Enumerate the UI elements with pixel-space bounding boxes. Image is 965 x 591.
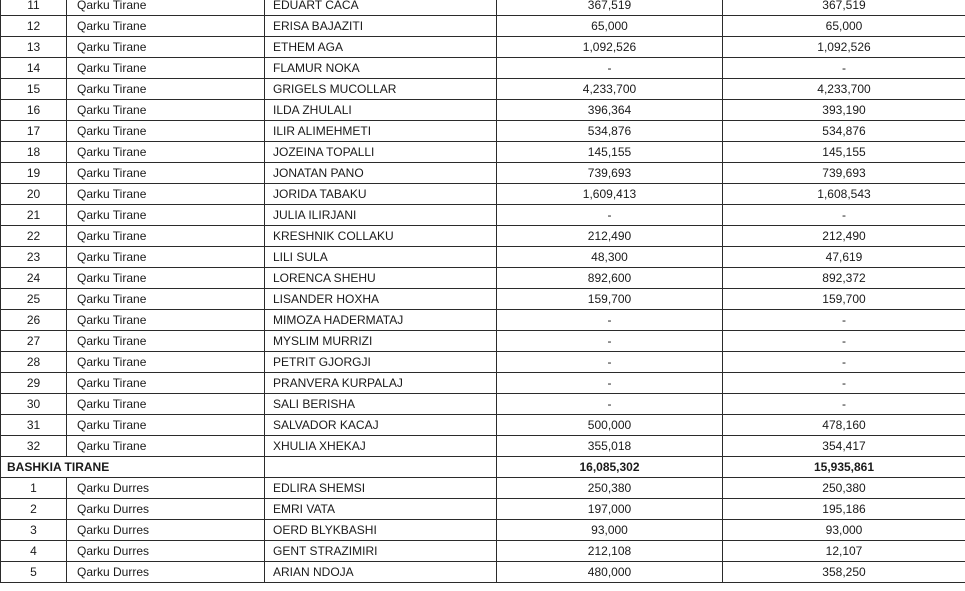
table-body-tirane — [1, 0, 965, 457]
county-cell: Qarku Tirane — [67, 184, 265, 205]
value-2-cell: 354,417 — [723, 436, 965, 457]
value-1-cell: 212,108 — [497, 541, 723, 562]
name-cell: XHULIA XHEKAJ — [265, 436, 497, 457]
name-cell: GRIGELS MUCOLLAR — [265, 79, 497, 100]
table-row — [1, 436, 965, 457]
value-1-cell: 159,700 — [497, 289, 723, 310]
county-cell: Qarku Tirane — [67, 16, 265, 37]
county-cell: Qarku Tirane — [67, 289, 265, 310]
row-number: 26 — [1, 310, 67, 331]
value-2-cell: 367,519 — [723, 0, 965, 16]
table-row — [1, 373, 965, 394]
name-cell: LORENCA SHEHU — [265, 268, 497, 289]
value-2-cell: 393,190 — [723, 100, 965, 121]
county-cell: Qarku Tirane — [67, 0, 265, 16]
value-2-cell: 1,092,526 — [723, 37, 965, 58]
name-cell: PETRIT GJORGJI — [265, 352, 497, 373]
value-2-cell: - — [723, 310, 965, 331]
table-row — [1, 331, 965, 352]
total-label: BASHKIA TIRANE — [1, 457, 265, 478]
value-1-cell: 396,364 — [497, 100, 723, 121]
value-2-cell: 212,490 — [723, 226, 965, 247]
county-cell: Qarku Tirane — [67, 415, 265, 436]
county-cell: Qarku Tirane — [67, 37, 265, 58]
row-number: 4 — [1, 541, 67, 562]
table-row — [1, 499, 965, 520]
row-number: 5 — [1, 562, 67, 583]
total-value-1: 16,085,302 — [497, 457, 723, 478]
name-cell: LILI SULA — [265, 247, 497, 268]
value-1-cell: 197,000 — [497, 499, 723, 520]
value-2-cell: - — [723, 373, 965, 394]
value-1-cell: 145,155 — [497, 142, 723, 163]
county-cell: Qarku Tirane — [67, 163, 265, 184]
table-row — [1, 79, 965, 100]
value-2-cell: 250,380 — [723, 478, 965, 499]
name-cell: SALVADOR KACAJ — [265, 415, 497, 436]
value-2-cell: - — [723, 352, 965, 373]
value-1-cell: 355,018 — [497, 436, 723, 457]
table-row — [1, 247, 965, 268]
value-2-cell: 1,608,543 — [723, 184, 965, 205]
name-cell: JONATAN PANO — [265, 163, 497, 184]
table-row — [1, 0, 965, 16]
row-number: 20 — [1, 184, 67, 205]
value-2-cell: 534,876 — [723, 121, 965, 142]
value-1-cell: - — [497, 394, 723, 415]
value-1-cell: 250,380 — [497, 478, 723, 499]
table-row — [1, 205, 965, 226]
value-1-cell: 4,233,700 — [497, 79, 723, 100]
name-cell: JOZEINA TOPALLI — [265, 142, 497, 163]
value-1-cell: 367,519 — [497, 0, 723, 16]
county-cell: Qarku Tirane — [67, 331, 265, 352]
county-cell: Qarku Durres — [67, 541, 265, 562]
table-row — [1, 142, 965, 163]
value-2-cell: 892,372 — [723, 268, 965, 289]
value-2-cell: 12,107 — [723, 541, 965, 562]
row-number: 3 — [1, 520, 67, 541]
value-1-cell: - — [497, 352, 723, 373]
row-number: 1 — [1, 478, 67, 499]
row-number: 17 — [1, 121, 67, 142]
row-number: 23 — [1, 247, 67, 268]
name-cell: EMRI VATA — [265, 499, 497, 520]
value-2-cell: 65,000 — [723, 16, 965, 37]
table-row — [1, 16, 965, 37]
name-cell: PRANVERA KURPALAJ — [265, 373, 497, 394]
table-row — [1, 478, 965, 499]
name-cell: ARIAN NDOJA — [265, 562, 497, 583]
value-1-cell: - — [497, 58, 723, 79]
row-number: 13 — [1, 37, 67, 58]
county-cell: Qarku Tirane — [67, 142, 265, 163]
table-body-total — [1, 457, 965, 478]
table-row — [1, 562, 965, 583]
value-2-cell: 478,160 — [723, 415, 965, 436]
value-2-cell: 4,233,700 — [723, 79, 965, 100]
value-2-cell: 195,186 — [723, 499, 965, 520]
table-row — [1, 163, 965, 184]
row-number: 30 — [1, 394, 67, 415]
row-number: 27 — [1, 331, 67, 352]
county-cell: Qarku Tirane — [67, 226, 265, 247]
table-body-durres — [1, 478, 965, 583]
row-number: 14 — [1, 58, 67, 79]
value-1-cell: - — [497, 373, 723, 394]
table-row — [1, 121, 965, 142]
county-cell: Qarku Tirane — [67, 436, 265, 457]
row-number: 28 — [1, 352, 67, 373]
row-number: 24 — [1, 268, 67, 289]
county-cell: Qarku Tirane — [67, 58, 265, 79]
value-1-cell: 534,876 — [497, 121, 723, 142]
county-cell: Qarku Tirane — [67, 247, 265, 268]
value-1-cell: - — [497, 205, 723, 226]
value-2-cell: 739,693 — [723, 163, 965, 184]
row-number: 12 — [1, 16, 67, 37]
value-1-cell: 48,300 — [497, 247, 723, 268]
value-2-cell: 47,619 — [723, 247, 965, 268]
value-1-cell: 212,490 — [497, 226, 723, 247]
name-cell: OERD BLYKBASHI — [265, 520, 497, 541]
table-row — [1, 268, 965, 289]
county-cell: Qarku Durres — [67, 562, 265, 583]
county-cell: Qarku Tirane — [67, 310, 265, 331]
value-2-cell: - — [723, 205, 965, 226]
value-1-cell: - — [497, 310, 723, 331]
row-number: 31 — [1, 415, 67, 436]
table-row — [1, 289, 965, 310]
row-number: 19 — [1, 163, 67, 184]
table-row — [1, 352, 965, 373]
value-1-cell: 93,000 — [497, 520, 723, 541]
county-cell: Qarku Tirane — [67, 394, 265, 415]
value-1-cell: 1,609,413 — [497, 184, 723, 205]
name-cell: MIMOZA HADERMATAJ — [265, 310, 497, 331]
name-cell: ETHEM AGA — [265, 37, 497, 58]
table-row — [1, 394, 965, 415]
county-cell: Qarku Durres — [67, 499, 265, 520]
table-row — [1, 58, 965, 79]
value-1-cell: 500,000 — [497, 415, 723, 436]
value-2-cell: 145,155 — [723, 142, 965, 163]
value-1-cell: 480,000 — [497, 562, 723, 583]
value-2-cell: 93,000 — [723, 520, 965, 541]
value-2-cell: - — [723, 58, 965, 79]
row-number: 2 — [1, 499, 67, 520]
table-row — [1, 541, 965, 562]
row-number: 16 — [1, 100, 67, 121]
value-1-cell: - — [497, 331, 723, 352]
total-spacer — [265, 457, 497, 478]
table-row — [1, 226, 965, 247]
county-cell: Qarku Tirane — [67, 373, 265, 394]
name-cell: EDUART CACA — [265, 0, 497, 16]
name-cell: FLAMUR NOKA — [265, 58, 497, 79]
name-cell: KRESHNIK COLLAKU — [265, 226, 497, 247]
row-number: 29 — [1, 373, 67, 394]
name-cell: LISANDER HOXHA — [265, 289, 497, 310]
table-row — [1, 184, 965, 205]
table-row — [1, 520, 965, 541]
row-number: 25 — [1, 289, 67, 310]
row-number: 11 — [1, 0, 67, 16]
total-row — [1, 457, 965, 478]
row-number: 32 — [1, 436, 67, 457]
county-cell: Qarku Tirane — [67, 205, 265, 226]
name-cell: JULIA ILIRJANI — [265, 205, 497, 226]
name-cell: MYSLIM MURRIZI — [265, 331, 497, 352]
value-1-cell: 892,600 — [497, 268, 723, 289]
name-cell: SALI BERISHA — [265, 394, 497, 415]
county-cell: Qarku Tirane — [67, 121, 265, 142]
name-cell: ILIR ALIMEHMETI — [265, 121, 497, 142]
table-row — [1, 100, 965, 121]
value-2-cell: 159,700 — [723, 289, 965, 310]
name-cell: ERISA BAJAZITI — [265, 16, 497, 37]
county-cell: Qarku Tirane — [67, 268, 265, 289]
row-number: 15 — [1, 79, 67, 100]
value-1-cell: 739,693 — [497, 163, 723, 184]
name-cell: ILDA ZHULALI — [265, 100, 497, 121]
table-row — [1, 310, 965, 331]
value-2-cell: - — [723, 394, 965, 415]
value-2-cell: 358,250 — [723, 562, 965, 583]
row-number: 18 — [1, 142, 67, 163]
county-cell: Qarku Tirane — [67, 79, 265, 100]
value-1-cell: 1,092,526 — [497, 37, 723, 58]
county-cell: Qarku Tirane — [67, 100, 265, 121]
name-cell: JORIDA TABAKU — [265, 184, 497, 205]
county-cell: Qarku Tirane — [67, 352, 265, 373]
county-cell: Qarku Durres — [67, 520, 265, 541]
county-cell: Qarku Durres — [67, 478, 265, 499]
name-cell: EDLIRA SHEMSI — [265, 478, 497, 499]
name-cell: GENT STRAZIMIRI — [265, 541, 497, 562]
row-number: 21 — [1, 205, 67, 226]
value-1-cell: 65,000 — [497, 16, 723, 37]
total-value-2: 15,935,861 — [723, 457, 965, 478]
value-2-cell: - — [723, 331, 965, 352]
row-number: 22 — [1, 226, 67, 247]
table-row — [1, 415, 965, 436]
table-row — [1, 37, 965, 58]
